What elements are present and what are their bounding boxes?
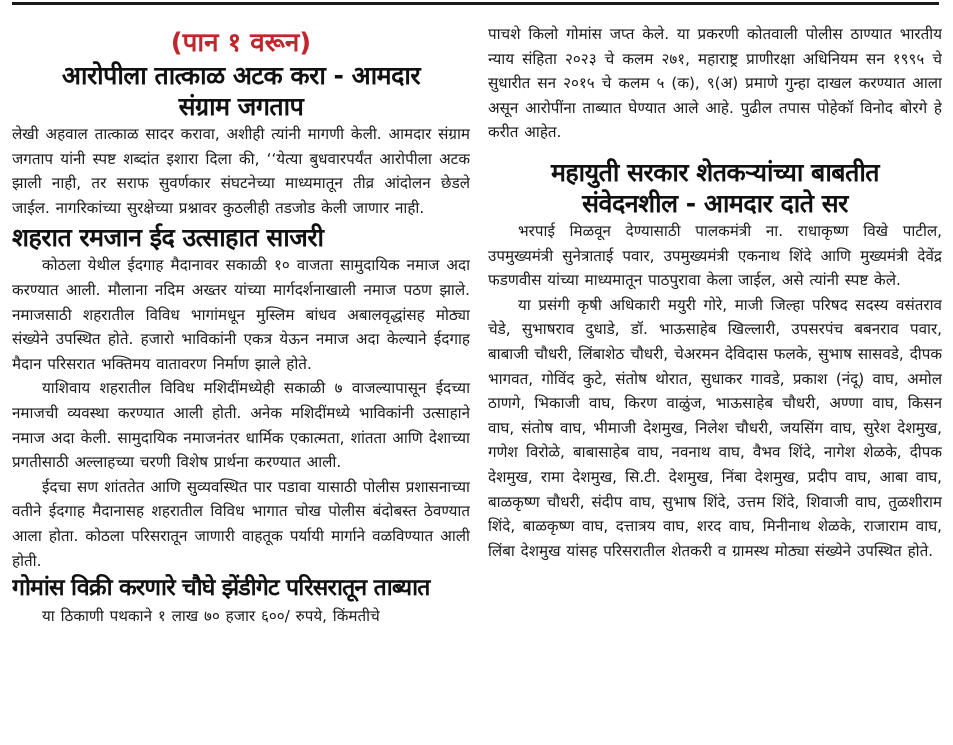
headline-line-1: आरोपीला तात्काळ अटक करा - आमदार: [61, 61, 421, 90]
continued-from-page-label: (पान १ वरून): [170, 28, 312, 58]
left-column: [12, 10, 470, 745]
headline-line-2: संग्राम जगताप: [178, 92, 304, 121]
article-headline-ramzan-eid: शहरात रमजान ईद उत्साहात साजरी: [12, 223, 324, 253]
article-paragraph: कोठला येथील ईदगाह मैदानावर सकाळी १० वाजता सामुदायिक नमाज अदा करण्यात आली. मौलाना नदिम अख्तर यांच्या मार्गदर्शनाखाली नमाज पठण झाले. नमाजसाठी शहरातील विविध भागांमधून मुस्लिम बांधव अबालवृद्धांसह मोठ्या संख्येने उपस्थित होते. हजारो भाविकांनी एकत्र येऊन नमाज अदा केल्याने ईदगाह मैदान परिसरात भक्तिमय वातावरण निर्माण झाले होते.: [12, 256, 470, 373]
top-rule-divider: [12, 2, 939, 5]
article-headline-arrest-demand: [12, 60, 470, 122]
article-headline-farmers-government: [488, 157, 942, 219]
article-paragraph: भरपाई मिळवून देण्यासाठी पालकमंत्री ना. राधाकृष्ण विखे पाटील, उपमुख्यमंत्री सुनेत्राताई पवार, उपमुख्यमंत्री एकनाथ शिंदे आणि मुख्यमंत्री देवेंद्र फडणवीस यांच्या माध्यमातून पाठपुरावा केला जाईल, असे त्यांनी स्पष्ट केले.: [488, 221, 942, 290]
article-headline-beef-seizure: गोमांस विक्री करणारे चौघे झेंडीगेट परिसरातून ताब्यात: [12, 575, 430, 602]
article-paragraph: लेखी अहवाल तात्काळ सादर करावा, अशीही त्यांनी मागणी केली. आमदार संग्राम जगताप यांनी स्पष्ट शब्दांत इशारा दिला की, ‘‘येत्या बुधवारपर्यंत आरोपीला अटक झाली नाही, तर सराफ सुवर्णकार संघटनेच्या माध्यमातून तीव्र आंदोलन छेडले जाईल. नागरिकांच्या सुरक्षेच्या प्रश्नावर कुठलीही तडजोड केली जाणार नाही.: [12, 125, 470, 217]
article-paragraph: याशिवाय शहरातील विविध मशिदींमध्येही सकाळी ७ वाजल्यापासून ईदच्या नमाजची व्यवस्था करण्यात आली होती. अनेक मशिदींमध्ये भाविकांनी उत्साहाने नमाज अदा केली. सामुदायिक नमाजनंतर धार्मिक एकात्मता, शांतता आणि देशाच्या प्रगतीसाठी अल्लाहच्या चरणी विशेष प्रार्थना करण्यात आली.: [12, 379, 470, 472]
headline-line-2: संवेदनशील - आमदार दाते सर: [582, 188, 848, 218]
article-continued-paragraph: पाचशे किलो गोमांस जप्त केले. या प्रकरणी कोतवाली पोलीस ठाण्यात भारतीय न्याय संहिता २०२३ चे कलम २७१, महाराष्ट्र प्राणीरक्षा अधिनियम सन १९९५ चे सुधारीत सन २०१५ चे कलम ५ (क), ९(अ) प्रमाणे गुन्हा दाखल करण्यात आला असून आरोपींना ताब्यात घेण्यात आले आहे. पुढील तपास पोहेकॉ विनोद बोरगे हे करीत आहेत.: [488, 25, 942, 142]
right-column: [488, 10, 942, 745]
headline-line-1: महायुती सरकार शेतकऱ्यांच्या बाबतीत: [550, 157, 880, 187]
article-paragraph: ईदचा सण शांततेत आणि सुव्यवस्थित पार पडावा यासाठी पोलीस प्रशासनाच्या वतीने ईदगाह मैदानासह शहरातील विविध भागात चोख पोलीस बंदोबस्त ठेवण्यात आला होता. कोठला परिसरातून जाणारी वाहतूक पर्यायी मार्गाने वळविण्यात आली होती.: [12, 477, 470, 570]
article-paragraph: या ठिकाणी पथकाने १ लाख ७० हजार ६००/ रुपये, किंमतीचे: [42, 607, 380, 626]
article-paragraph: या प्रसंगी कृषी अधिकारी मयुरी गोरे, माजी जिल्हा परिषद सदस्य वसंतराव चेडे, सुभाषराव दुधाडे, डॉ. भाऊसाहेब खिल्लारी, उपसरपंच बबनराव पवार, बाबाजी चौधरी, लिंबाशेठ चौधरी, चेअरमन देविदास फलके, सुभाष सासवडे, दीपक भागवत, गोविंद कुटे, संतोष थोरात, सुधाकर गावडे, प्रकाश (नंदू) वाघ, अमोल ठाणगे, भिकाजी वाघ, किरण वाळुंज, भाऊसाहेब चौधरी, अण्णा वाघ, किसन वाघ, संतोष वाघ, भीमाजी देशमुख, निलेश चौधरी, जयसिंग वाघ, सुरेश देशमुख, गणेश विरोळे, बाबासाहेब वाघ, नवनाथ वाघ, वैभव शिंदे, नागेश शेळके, दीपक देशमुख, रामा देशमुख, सि.टी. देशमुख, निंबा देशमुख, प्रदीप वाघ, आबा वाघ, बाळकृष्ण चौधरी, संदीप वाघ, सुभाष शिंदे, उत्तम शिंदे, शिवाजी वाघ, तुळशीराम शिंदे, बाळकृष्ण वाघ, दत्तात्रय वाघ, शरद वाघ, मिनीनाथ शेळके, राजाराम वाघ, लिंबा देशमुख यांसह परिसरातील शेतकरी व ग्रामस्थ मोठ्या संख्येने उपस्थित होते.: [488, 295, 942, 560]
